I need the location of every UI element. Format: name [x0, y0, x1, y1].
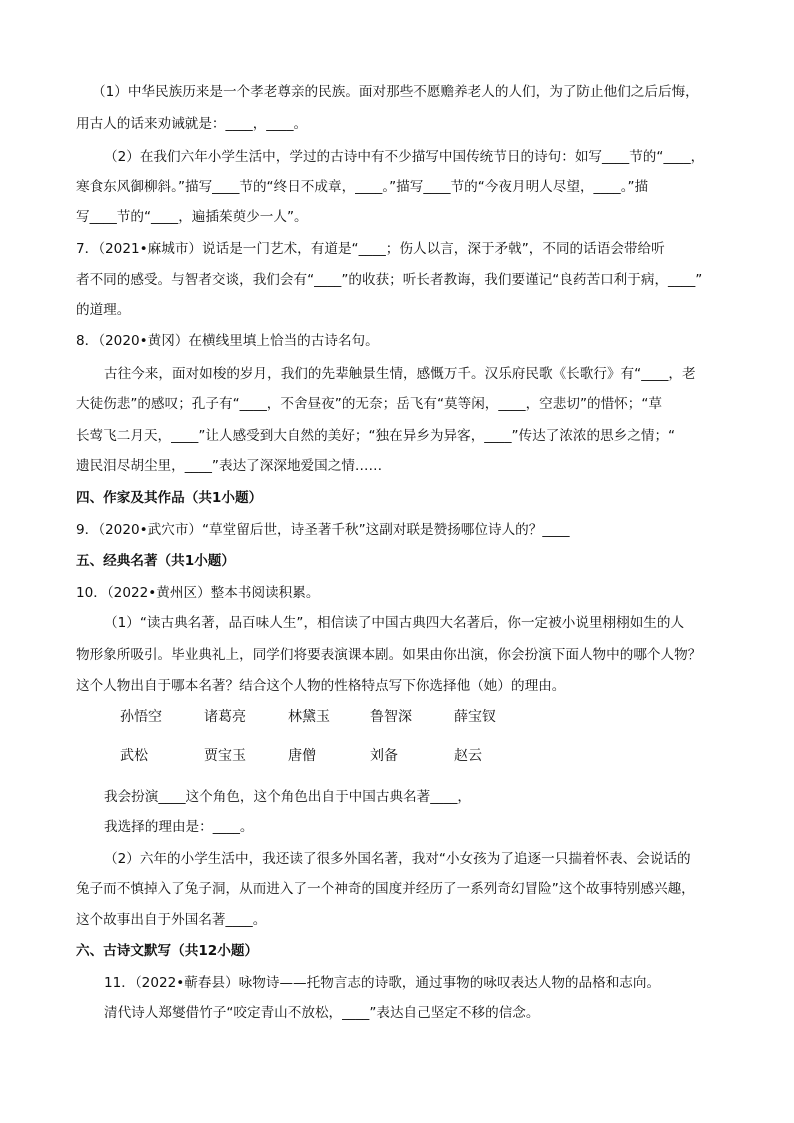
text-line: 11．（2022•蕲春县）咏物诗——托物言志的诗歌，通过事物的咏叹表达人物的品格和志向。 — [104, 975, 661, 991]
text-line: 物形象所吸引。毕业典礼上，同学们将要表演课本剧。如果由你出演，你会扮演下面人物中的哪个人物？ — [76, 647, 702, 663]
text-line: 10．（2022•黄州区）整本书阅读积累。 — [76, 585, 320, 601]
text-line: 我会扮演____这个角色，这个角色出自于中国古典名著____， — [104, 789, 472, 805]
text-line: （2）在我们六年小学生活中，学过的古诗中有不少描写中国传统节日的诗句：如写____节的“____， — [104, 149, 705, 165]
text-line: 遗民泪尽胡尘里，____”表达了深深地爱国之情…… — [76, 458, 383, 474]
text-line: 这个人物出自于哪本名著？结合这个人物的性格特点写下你选择他（她）的理由。 — [76, 678, 566, 694]
text-line: 清代诗人郑燮借竹子“咬定青山不放松，____”表达自己坚定不移的信念。 — [104, 1005, 540, 1021]
text-line: （1）“读古典名著，品百味人生”，相信读了中国古典四大名著后，你一定被小说里栩栩如生的人 — [104, 615, 685, 631]
text-line: 古往今来，面对如梭的岁月，我们的先辈触景生情，感慨万千。汉乐府民歌《长歌行》有“____，老 — [104, 366, 696, 382]
text-line: 寒食东风御柳斜。”描写____节的“终日不成章，____。”描写____节的“今夜月明人尽望，____。”描 — [76, 179, 649, 195]
text-line: （1）中华民族历来是一个孝老尊亲的民族。面对那些不愿赡养老人的人们，为了防止他们之后后悔， — [92, 84, 699, 100]
text-line: 我选择的理由是：____。 — [104, 819, 254, 835]
text-line: 长莺飞二月天，____”让人感受到大自然的美好；“独在异乡为异客，____”传达了浓浓的思乡之情；“ — [76, 428, 676, 444]
text-line: 者不同的感受。与智者交谈，我们会有“____”的收获；听长者教诲，我们要谨记“良药苦口利于病，____” — [76, 272, 703, 288]
character-name: 林黛玉 — [288, 709, 330, 725]
section-heading: 五、经典名著（共1小题） — [76, 553, 235, 569]
section-heading: 四、作家及其作品（共1小题） — [76, 490, 263, 506]
character-name: 孙悟空 — [120, 709, 162, 725]
text-line: 7．（2021•麻城市）说话是一门艺术，有道是“____；伤人以言，深于矛戟”，不同的话语会带给听 — [76, 241, 665, 257]
text-line: 9．（2020•武穴市）“草堂留后世，诗圣著千秋”这副对联是赞扬哪位诗人的？____ — [76, 522, 570, 538]
character-name: 薛宝钗 — [454, 709, 496, 725]
text-line: 的道理。 — [76, 302, 131, 318]
character-name: 刘备 — [370, 748, 398, 764]
text-line: 大徒伤悲”的感叹；孔子有“____，不舍昼夜”的无奈；岳飞有“莫等闲，____，空悲切”的惜怀；“草 — [76, 396, 663, 412]
character-name: 武松 — [120, 748, 148, 764]
text-line: 写____节的“____，遍插茱萸少一人”。 — [76, 209, 308, 225]
character-name: 贾宝玉 — [204, 748, 246, 764]
text-line: 8．（2020•黄冈）在横线里填上恰当的古诗名句。 — [76, 333, 379, 349]
text-line: 用古人的话来劝诫就是：____，____。 — [76, 116, 308, 132]
character-name: 诸葛亮 — [204, 709, 246, 725]
character-name: 鲁智深 — [370, 709, 412, 725]
character-name: 赵云 — [454, 748, 482, 764]
character-name: 唐僧 — [288, 748, 316, 764]
text-line: 兔子而不慎掉入了兔子洞，从而进入了一个神奇的国度并经历了一系列奇幻冒险”这个故事特别感兴趣， — [76, 881, 695, 897]
text-line: 这个故事出自于外国名著____。 — [76, 912, 267, 928]
section-heading: 六、古诗文默写（共12小题） — [76, 943, 259, 959]
text-line: （2）六年的小学生活中，我还读了很多外国名著，我对“小女孩为了追逐一只揣着怀表、会说话的 — [104, 851, 691, 867]
